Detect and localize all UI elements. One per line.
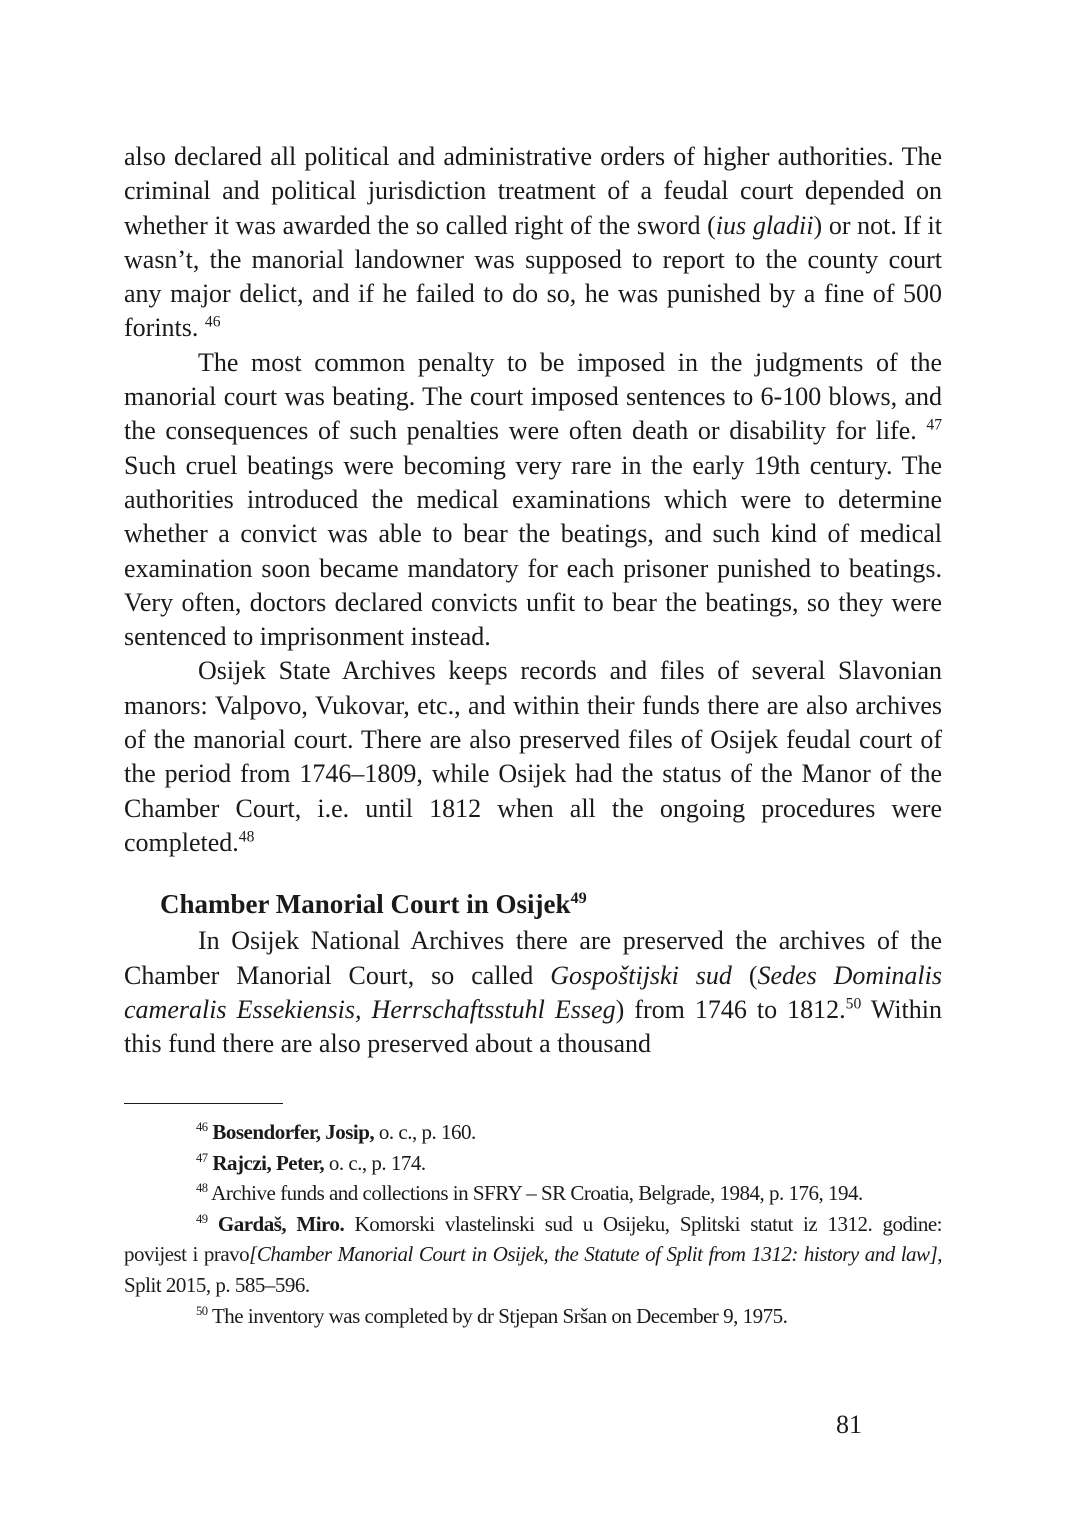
footnote-author: Bosendorfer, Josip, [212,1120,375,1144]
footnote-46 [124,1117,942,1148]
section-heading [160,884,942,924]
croatian-term: Gospoštijski sud [550,960,732,990]
latin-term: ius gladii [715,210,814,240]
paragraph-text: The most common penalty to be imposed in the judgments of the manorial court was beating. The court imposed sentences to 6-100 blows, and the consequences of such penalties were often death or disability for life. [124,347,942,446]
footnote-translation: [Chamber Manorial Court in Osijek, the Statute of Split from 1312: history and law] [249,1242,938,1267]
paragraph-2 [124,346,942,655]
paragraph-text: ) or not. If it wasn’t, the manorial landowner was supposed to report to the county court any major delict, and if he failed to do so, he was punished by a fine of 500 forints. [124,210,942,343]
footnote-text: o. c., p. 160. [374,1120,476,1144]
footnote-49 [124,1209,942,1301]
footnote-50 [124,1301,942,1332]
footnote-48 [124,1178,942,1209]
footnote-number: 50 [196,1303,208,1318]
paragraph-text: In Osijek National Archives there are preserved the archives of the Chamber Manorial Court, so called [124,926,942,990]
footnotes [124,1117,942,1331]
section-heading-text: Chamber Manorial Court in Osijek [160,889,571,920]
footnote-text: Archive funds and collections in SFRY – SR Croatia, Belgrade, 1984, p. 176, 194. [207,1181,863,1206]
footnote-separator [124,1103,283,1104]
main-text [124,140,942,1061]
paragraph-text: also declared all political and administrative orders of higher authorities. The criminal and political jurisdiction treatment of a feudal court depended on whether it was awarded the so called right of the sword ( [124,142,942,240]
paragraph-text: Osijek State Archives keeps records and files of several Slavonian manors: Valpovo, Vukovar, etc., and within their funds there are also archives of the manorial court. There are also preserved files of Osijek feudal court of the period from 1746–1809, while Osijek had the status of the Manor of the Chamber Court, i.e. until 1812 when all the ongoing procedures were completed. [124,656,942,857]
footnote-number: 49 [196,1211,208,1226]
footnote-text: o. c., p. 174. [324,1150,426,1175]
footnote-author: Rajczi, Peter, [212,1150,325,1175]
footnote-ref-48[interactable]: 48 [238,828,255,846]
footnote-text: , Split 2015, p. 585–596. [124,1242,942,1297]
footnote-ref-46[interactable]: 46 [204,313,221,331]
footnote-ref-50[interactable]: 50 [845,995,862,1013]
paragraph-4 [124,924,942,1061]
paragraph-3 [124,654,942,860]
page-number: 81 [836,1410,862,1439]
footnote-text: The inventory was completed by dr Stjepan Sršan on December 9, 1975. [207,1303,788,1328]
paragraph-text: ) from 1746 to 1812. [615,994,846,1024]
footnote-ref-47[interactable]: 47 [926,416,942,434]
latin-german-term: Sedes Dominalis cameralis Essekiensis, Herrschaftsstuhl Esseg [124,960,942,1024]
paragraph-text: ( [731,960,758,990]
footnote-47 [124,1148,942,1179]
paragraph-text: Such cruel beatings were becoming very rare in the early 19th century. The authorities introduced the medical examinations which were to determine whether a convict was able to bear the beatings, and such kind of medical examination soon became mandatory for each prisoner punished to beatings. Very often, doctors declared convicts unfit to bear the beatings, so they were sentenced to imprisonment instead. [124,450,942,652]
paragraph-1 [124,140,942,346]
footnote-number: 46 [196,1120,208,1134]
footnote-text: Komorski vlastelinski sud u Osijeku, Splitski statut iz 1312. godine: povijest i pravo [124,1211,943,1267]
footnote-number: 47 [196,1150,208,1165]
paragraph-text: Within this fund there are also preserved about a thousand [124,994,943,1059]
footnote-author: Gardaš, Miro. [217,1211,345,1236]
footnote-ref-49[interactable]: 49 [570,889,587,908]
footnote-number: 48 [196,1181,208,1196]
